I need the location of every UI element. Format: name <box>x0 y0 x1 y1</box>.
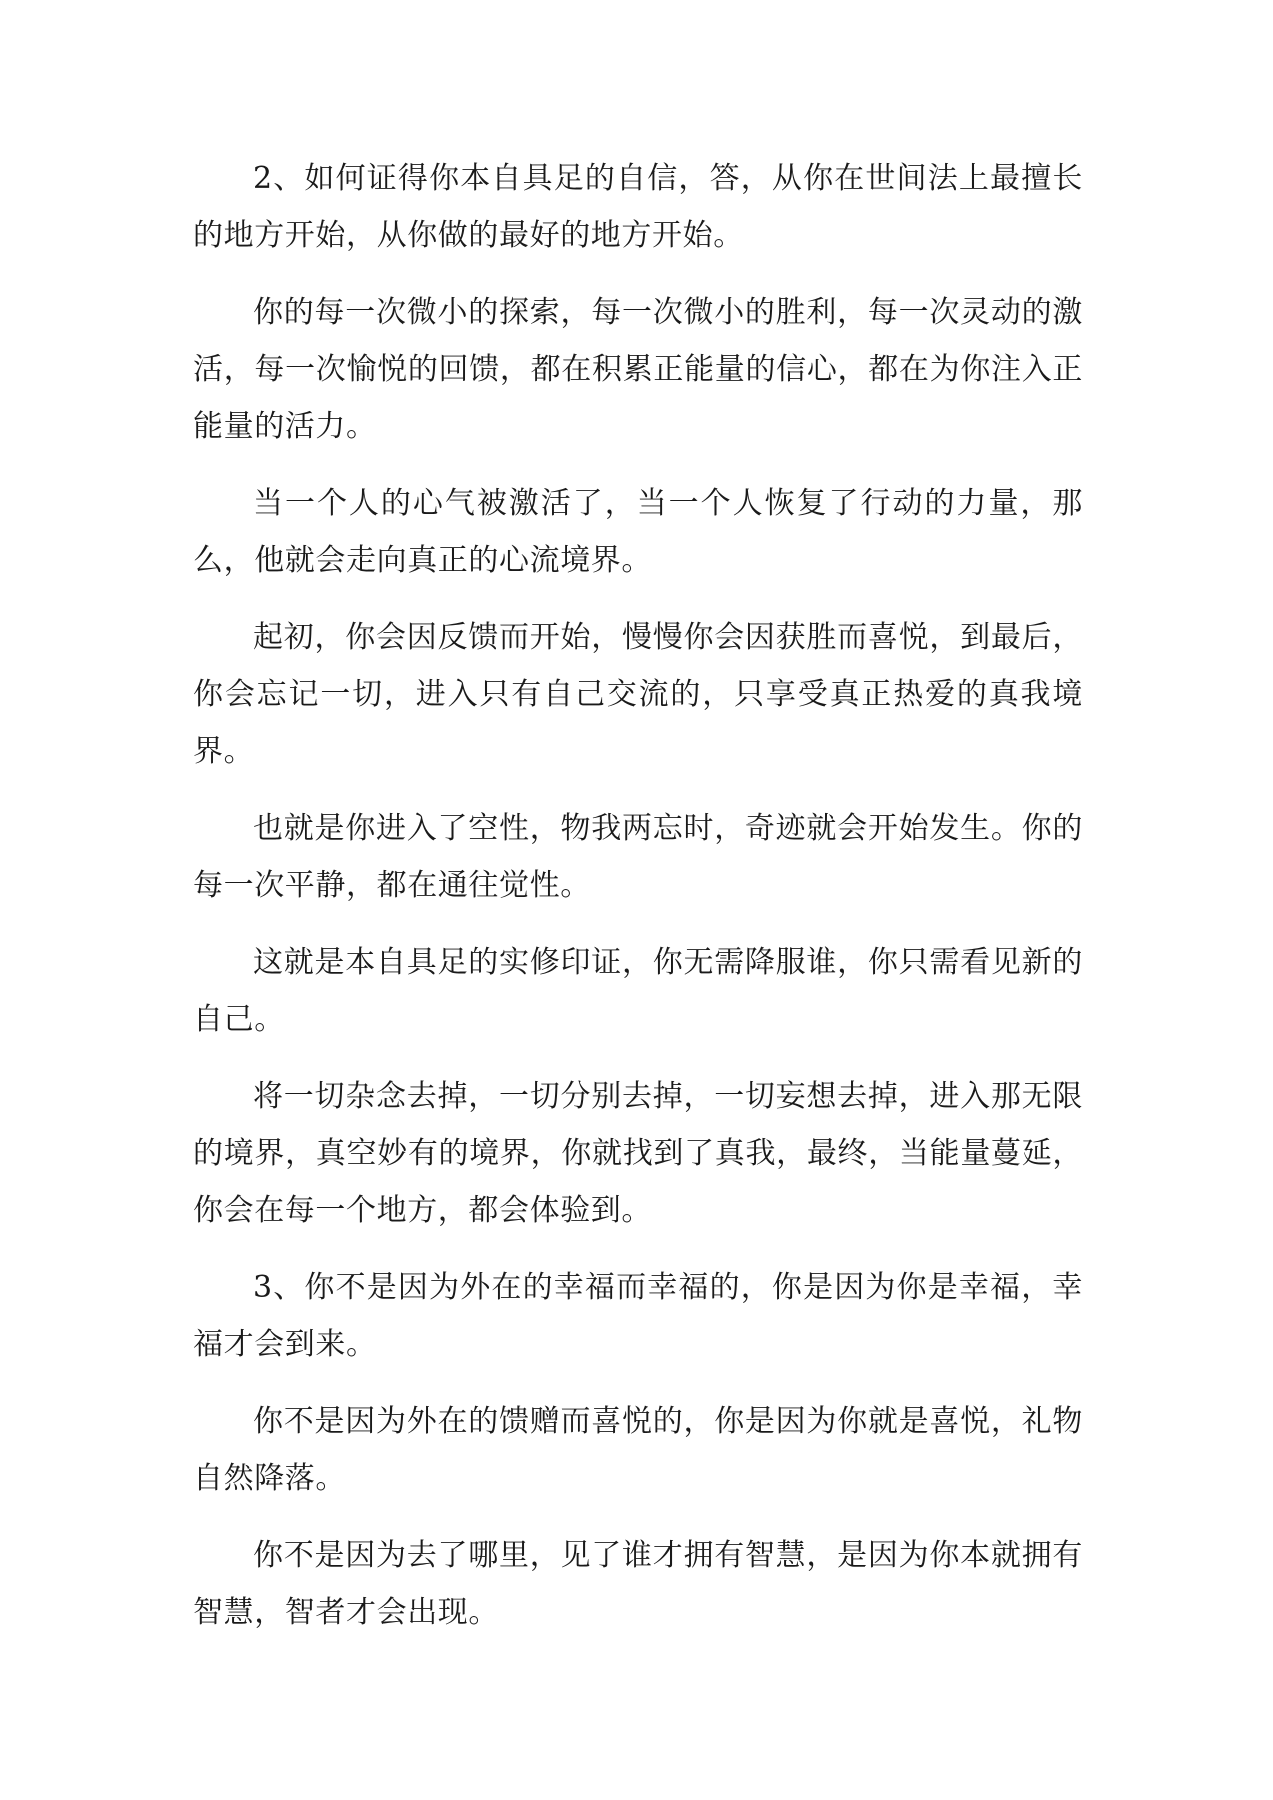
paragraph: 这就是本自具足的实修印证，你无需降服谁，你只需看见新的自己。 <box>193 945 1083 1037</box>
paragraph: 你不是因为外在的馈赠而喜悦的，你是因为你就是喜悦，礼物自然降落。 <box>193 1404 1083 1496</box>
paragraph: 2、如何证得你本自具足的自信，答，从你在世间法上最擅长的地方开始，从你做的最好的地方开始。 <box>193 161 1083 253</box>
paragraph: 3、你不是因为外在的幸福而幸福的，你是因为你是幸福，幸福才会到来。 <box>193 1270 1083 1362</box>
document-body <box>193 150 1083 1661</box>
paragraph: 当一个人的心气被激活了，当一个人恢复了行动的力量，那么，他就会走向真正的心流境界。 <box>193 486 1083 578</box>
paragraph: 你不是因为去了哪里，见了谁才拥有智慧，是因为你本就拥有智慧，智者才会出现。 <box>193 1538 1083 1630</box>
paragraph: 将一切杂念去掉，一切分别去掉，一切妄想去掉，进入那无限的境界，真空妙有的境界，你就找到了真我，最终，当能量蔓延，你会在每一个地方，都会体验到。 <box>193 1079 1083 1228</box>
paragraph: 你的每一次微小的探索，每一次微小的胜利，每一次灵动的激活，每一次愉悦的回馈，都在积累正能量的信心，都在为你注入正能量的活力。 <box>193 295 1083 444</box>
paragraph: 也就是你进入了空性，物我两忘时，奇迹就会开始发生。你的每一次平静，都在通往觉性。 <box>193 811 1083 903</box>
paragraph: 起初，你会因反馈而开始，慢慢你会因获胜而喜悦，到最后，你会忘记一切，进入只有自己交流的，只享受真正热爱的真我境界。 <box>193 620 1083 769</box>
